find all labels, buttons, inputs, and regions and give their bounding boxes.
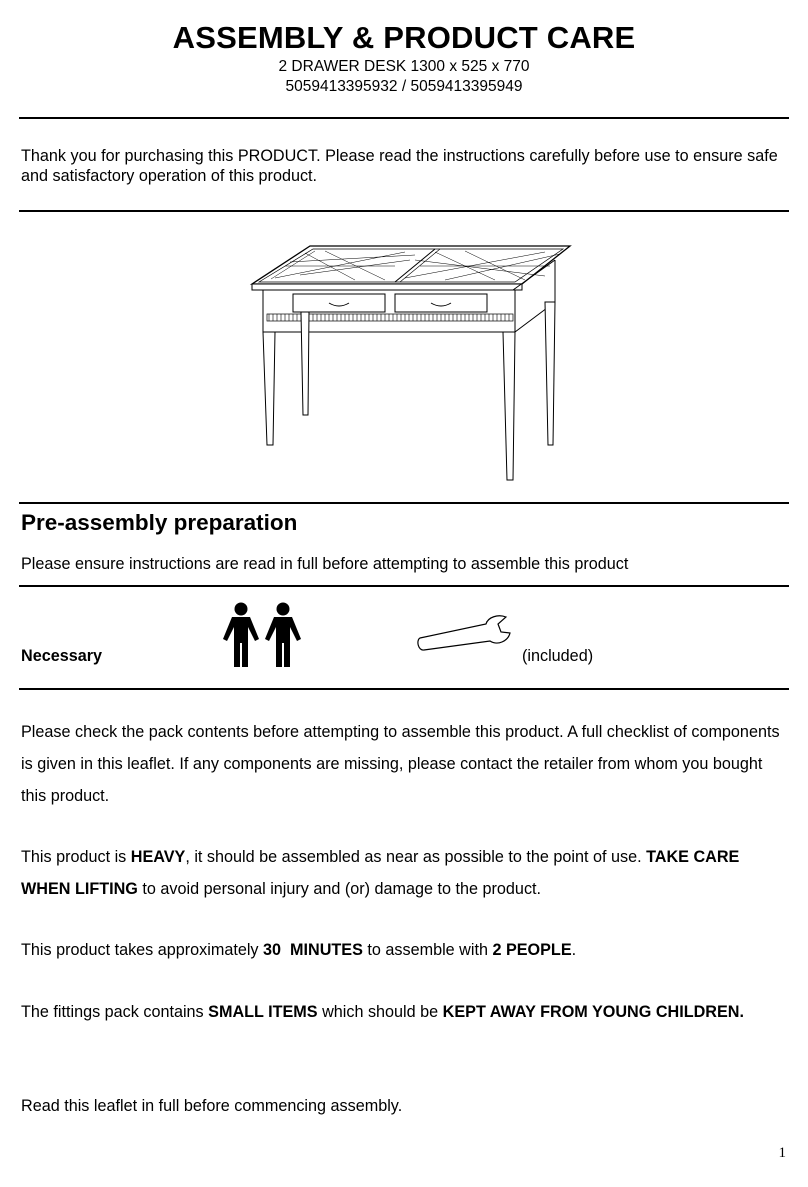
spanner-icon [416,614,514,654]
divider [19,688,789,690]
product-name: 2 DRAWER DESK 1300 x 525 x 770 [278,58,530,75]
pack-contents-text: Please check the pack contents before attempting to assemble this product. A full checklist of components is given in this leaflet. If any components are missing, please contact the retailer from whom you bought this product. [21,723,780,805]
page-number: 1 [778,1145,786,1161]
product-codes: 5059413395932 / 5059413395949 [285,78,523,95]
small-items-warning-text: The fittings pack contains SMALL ITEMS which should be KEPT AWAY FROM YOUNG CHILDREN. [21,1003,744,1021]
two-people-icon [220,601,306,669]
divider [19,210,789,212]
heavy-warning-text: This product is HEAVY, it should be assembled as near as possible to the point of use. TAKE CARE WHEN LIFTING to avoid personal injury and (or) damage to the product. [21,848,740,898]
tool-included-note: (included) [522,647,594,665]
desk-illustration [245,240,575,485]
assembly-time-text: This product takes approximately 30 MINUTES to assemble with 2 PEOPLE. [21,941,577,959]
divider [19,585,789,587]
read-leaflet-text: Read this leaflet in full before commencing assembly. [21,1097,403,1115]
necessary-label: Necessary [21,647,103,665]
document-title: ASSEMBLY & PRODUCT CARE [172,20,636,55]
divider [19,117,789,119]
intro-text: Thank you for purchasing this PRODUCT. Please read the instructions carefully before use to ensure safe and satisfactory operation of this product. [21,147,778,185]
section-heading: Pre-assembly preparation [21,510,298,535]
preassembly-note: Please ensure instructions are read in full before attempting to assemble this product [21,555,629,573]
divider [19,502,789,504]
